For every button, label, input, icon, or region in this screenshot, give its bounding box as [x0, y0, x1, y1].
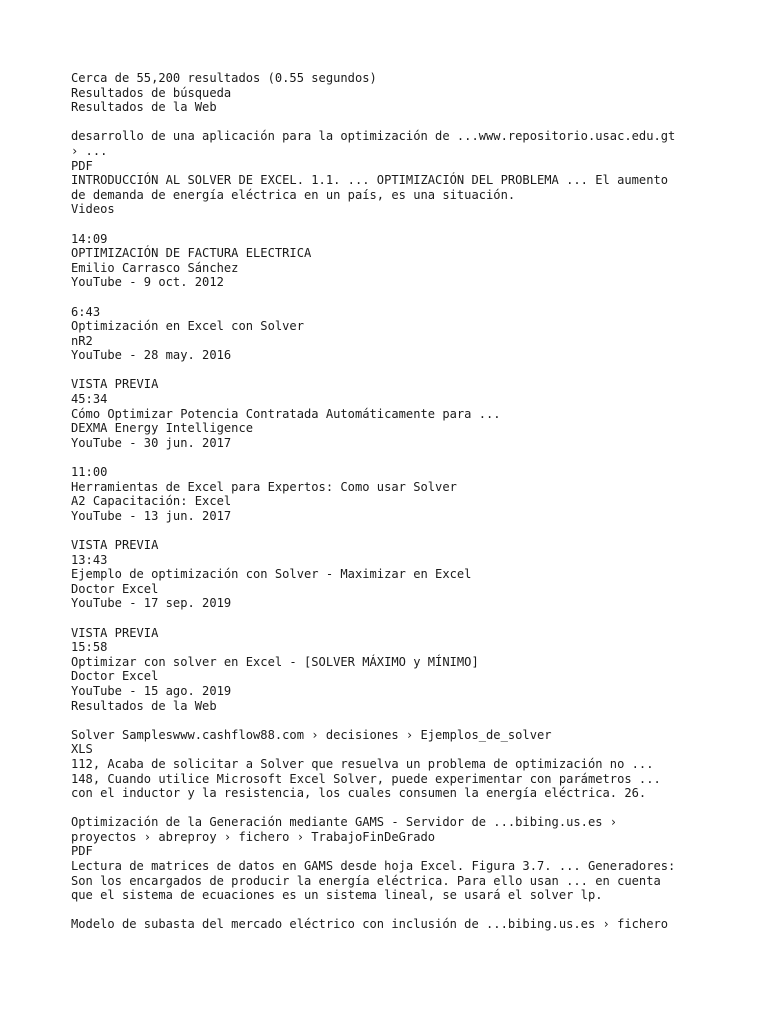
result-snippet: que el sistema de ecuaciones es un sistema lineal, se usará el solver lp.	[71, 888, 603, 903]
blank-line	[71, 903, 711, 918]
blank-line	[71, 801, 711, 816]
result-title-link[interactable]: Optimización de la Generación mediante GAMS - Servidor de ...bibing.us.es ›	[71, 815, 618, 830]
video-source-date: YouTube - 30 jun. 2017	[71, 435, 232, 450]
video-duration: 11:00	[71, 465, 108, 480]
search-results-heading: Resultados de búsqueda	[71, 85, 232, 100]
video-channel: Doctor Excel	[71, 669, 159, 684]
preview-label: VISTA PREVIA	[71, 538, 159, 552]
video-title-link[interactable]: Ejemplo de optimización con Solver - Maximizar en Excel	[71, 567, 472, 582]
result-snippet: de demanda de energía eléctrica en un país, es una situación.	[71, 187, 516, 202]
video-channel: Doctor Excel	[71, 581, 159, 596]
document-text	[71, 71, 711, 932]
video-channel: Emilio Carrasco Sánchez	[71, 260, 239, 275]
blank-line	[71, 450, 711, 465]
video-duration: 14:09	[71, 231, 108, 246]
file-type-label: XLS	[71, 742, 93, 757]
blank-line	[71, 713, 711, 728]
result-snippet: Son los encargados de producir la energía eléctrica. Para ello usan ... en cuenta	[71, 873, 661, 888]
preview-label: VISTA PREVIA	[71, 377, 159, 392]
results-count: Cerca de 55,200 resultados (0.55 segundos)	[71, 71, 377, 85]
blank-line	[71, 217, 711, 232]
file-type-label: PDF	[71, 158, 93, 173]
video-title-link[interactable]: Cómo Optimizar Potencia Contratada Automáticamente para ...	[71, 406, 501, 421]
video-title-link[interactable]: Optimizar con solver en Excel - [SOLVER MÁXIMO y MÍNIMO]	[71, 654, 479, 669]
result-snippet: 112, Acaba de solicitar a Solver que resuelva un problema de optimización no ...	[71, 756, 654, 771]
result-breadcrumb: proyectos › abreproy › fichero › TrabajoFinDeGrado	[71, 829, 436, 844]
video-channel: DEXMA Energy Intelligence	[71, 421, 254, 436]
result-snippet: 148, Cuando utilice Microsoft Excel Solver, puede experimentar con parámetros ...	[71, 771, 661, 786]
video-source-date: YouTube - 15 ago. 2019	[71, 683, 232, 698]
blank-line	[71, 115, 711, 130]
video-source-date: YouTube - 9 oct. 2012	[71, 275, 224, 290]
video-source-date: YouTube - 13 jun. 2017	[71, 508, 232, 523]
result-snippet: INTRODUCCIÓN AL SOLVER DE EXCEL. 1.1. ... OPTIMIZACIÓN DEL PROBLEMA ... El aumento	[71, 173, 669, 188]
video-channel: A2 Capacitación: Excel	[71, 494, 232, 509]
video-source-date: YouTube - 28 may. 2016	[71, 348, 232, 363]
file-type-label: PDF	[71, 844, 93, 859]
video-duration: 15:58	[71, 640, 108, 655]
result-title-link[interactable]: Solver Sampleswww.cashflow88.com › decisiones › Ejemplos_de_solver	[71, 727, 552, 742]
blank-line	[71, 523, 711, 538]
video-duration: 6:43	[71, 304, 101, 319]
result-snippet: Lectura de matrices de datos en GAMS desde hoja Excel. Figura 3.7. ... Generadores:	[71, 859, 676, 874]
result-title-link[interactable]: Modelo de subasta del mercado eléctrico con inclusión de ...bibing.us.es › fichero	[71, 917, 669, 932]
result-snippet: con el inductor y la resistencia, los cuales consumen la energía eléctrica. 26.	[71, 786, 647, 801]
web-results-heading: Resultados de la Web	[71, 698, 217, 713]
result-title-link[interactable]: desarrollo de una aplicación para la optimización de ...www.repositorio.usac.edu.gt	[71, 129, 676, 144]
preview-label: VISTA PREVIA	[71, 625, 159, 640]
video-title-link[interactable]: Optimización en Excel con Solver	[71, 319, 304, 334]
videos-heading: Videos	[71, 202, 115, 217]
web-results-heading: Resultados de la Web	[71, 100, 217, 115]
video-title-link[interactable]: Herramientas de Excel para Expertos: Como usar Solver	[71, 479, 457, 494]
blank-line	[71, 611, 711, 626]
video-channel: nR2	[71, 333, 93, 348]
video-title-link[interactable]: OPTIMIZACIÓN DE FACTURA ELECTRICA	[71, 246, 312, 261]
video-duration: 13:43	[71, 552, 108, 567]
video-duration: 45:34	[71, 392, 108, 407]
result-breadcrumb: › ...	[71, 143, 108, 158]
blank-line	[71, 363, 711, 378]
blank-line	[71, 290, 711, 305]
video-source-date: YouTube - 17 sep. 2019	[71, 596, 232, 611]
